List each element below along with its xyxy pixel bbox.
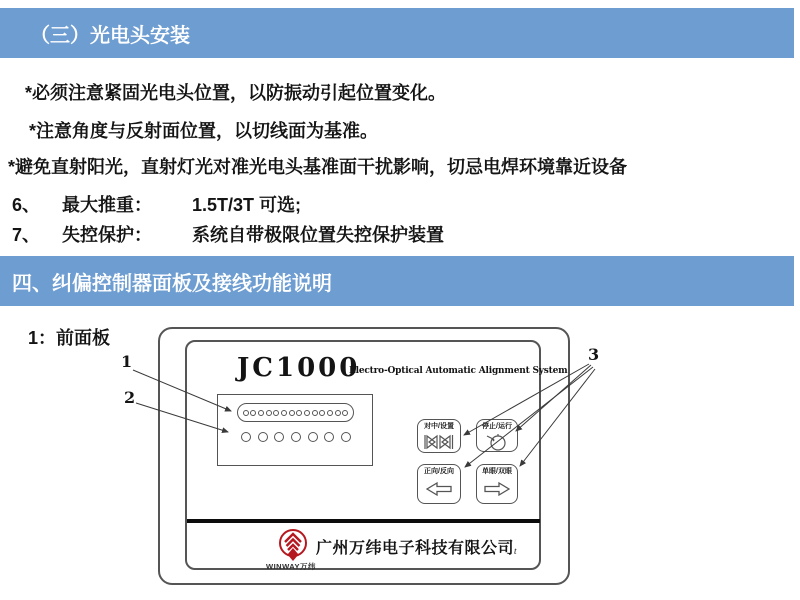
button-label: 正向/反向 [424, 468, 454, 475]
item-label: 最大推重： [62, 195, 152, 215]
callout-label-3: 3 [588, 345, 600, 364]
arrow-right-icon [484, 476, 510, 503]
arrow-left-icon [426, 476, 452, 503]
indicator-dot [327, 410, 333, 416]
device-model-label: JC1000 [237, 353, 361, 383]
item-label: 失控保护： [62, 225, 152, 245]
rotary-dial-icon [484, 431, 510, 451]
indicator-dot [342, 410, 348, 416]
button-label: 单眼/双眼 [482, 468, 512, 475]
indicator-dot [243, 410, 249, 416]
indicator-dot [281, 410, 287, 416]
section-header-photohead-install [0, 8, 794, 58]
indicator-dot [312, 410, 318, 416]
indicator-dot [304, 410, 310, 416]
item-number: 6、 [12, 195, 41, 215]
section-header-title: （三）光电头安装 [30, 24, 190, 47]
led-bar [237, 403, 354, 422]
indicator-dot [266, 410, 272, 416]
spec-item-failsafe [0, 221, 800, 245]
section-header-controller-panel [0, 256, 794, 306]
section-header-title: 四、纠偏控制器面板及接线功能说明 [12, 272, 332, 295]
button-label: 对中/设置 [424, 423, 454, 430]
note-fasten-position: *必须注意紧固光电头位置，以防振动引起位置变化。 [25, 83, 447, 103]
center-align-icon [424, 431, 454, 452]
indicator-dot [273, 410, 279, 416]
note-avoid-sunlight: *避免直射阳光，直射灯光对准光电头基准面干扰影响，切忌电焊环境靠近设备 [8, 157, 628, 177]
indicator-dot [250, 410, 256, 416]
indicator-dot [274, 432, 284, 442]
diagram-button-center-set [417, 419, 461, 453]
diagram-button-forward-reverse [417, 464, 461, 504]
indicator-dot [296, 410, 302, 416]
callout-label-1: 1 [121, 352, 133, 371]
diagram-button-single-double-eye [476, 464, 518, 504]
subsection-front-panel-label: 1：前面板 [28, 328, 111, 348]
winway-logo-icon [277, 528, 309, 562]
button-label: 停止/运行 [482, 423, 512, 430]
indicator-row [241, 431, 351, 442]
indicator-dot [324, 432, 334, 442]
spec-item-max-thrust [0, 191, 800, 215]
footer-tiny-mark: t [514, 546, 517, 556]
indicator-dot [308, 432, 318, 442]
item-value: 1.5T/3T 可选; [192, 195, 302, 215]
indicator-dot [335, 410, 341, 416]
indicator-dot [289, 410, 295, 416]
device-system-name: Electro-Optical Automatic Alignment System [349, 366, 568, 376]
company-name: 广州万纬电子科技有限公司 [316, 540, 515, 557]
item-number: 7、 [12, 225, 41, 245]
indicator-dot [291, 432, 301, 442]
callout-label-2: 2 [124, 388, 136, 407]
indicator-dot [258, 432, 268, 442]
indicator-dot [258, 410, 264, 416]
item-value: 系统自带极限位置失控保护装置 [192, 225, 444, 245]
indicator-dot [341, 432, 351, 442]
winway-logo-text: WINWAY万纬 [266, 562, 316, 571]
indicator-dot [241, 432, 251, 442]
note-angle-reflector: *注意角度与反射面位置，以切线面为基准。 [29, 121, 379, 141]
diagram-button-stop-run [476, 419, 518, 452]
panel-divider-line [187, 519, 540, 523]
indicator-dot [319, 410, 325, 416]
